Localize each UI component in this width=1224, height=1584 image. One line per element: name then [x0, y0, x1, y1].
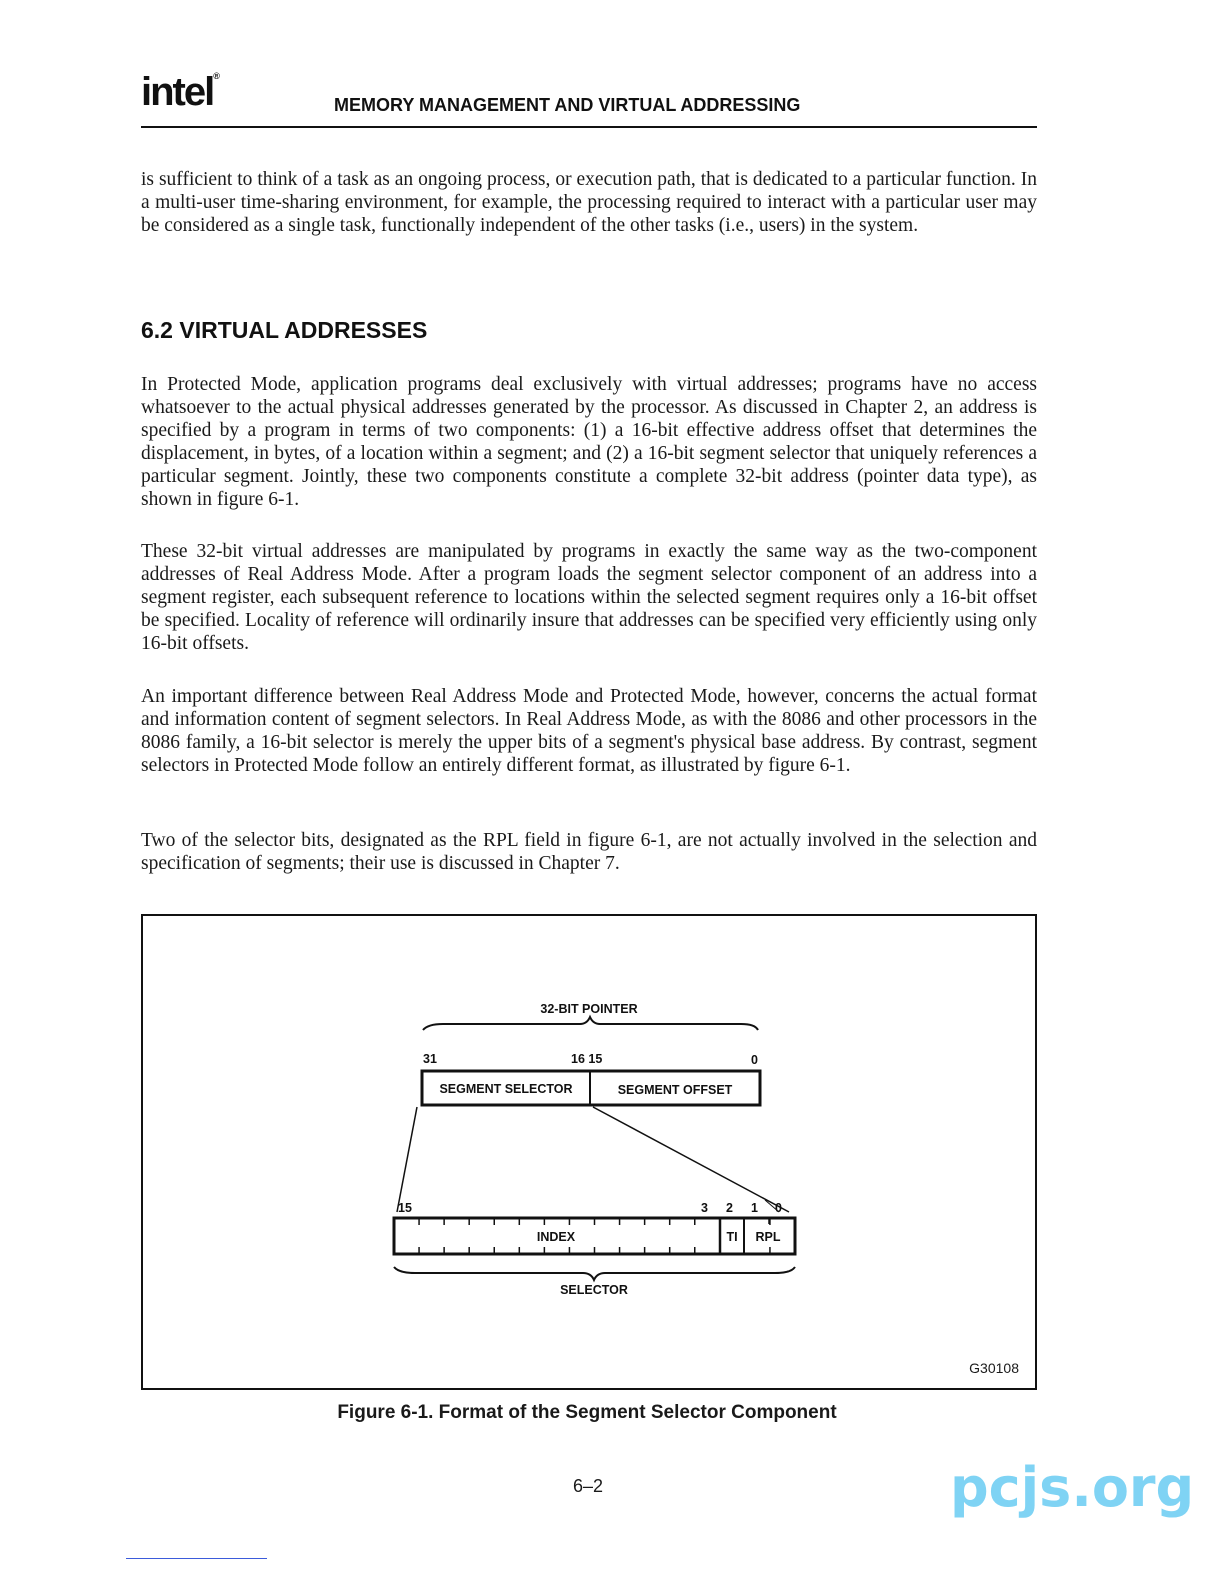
link-underline	[126, 1558, 267, 1559]
paragraph-1: In Protected Mode, application programs deal exclusively with virtual addresses; programs have no access whatsoever to the actual physical addresses generated by the processor. As discussed in Chapter 2, an address is specified by a program in terms of two components: (1) a 16-bit effective address offset that determines the displacement, in bytes, of a location within a segment; and (2) a 16-bit segment selector that uniquely references a particular segment. Jointly, these two components constitute a complete 32-bit address (pointer data type), as shown in figure 6-1.	[141, 374, 1037, 510]
segment-selector-label: SEGMENT SELECTOR	[439, 1082, 573, 1096]
figure-caption: Figure 6-1. Format of the Segment Selector Component	[337, 1402, 837, 1423]
paragraph-3: An important difference between Real Address Mode and Protected Mode, however, concerns the actual format and information content of segment selectors. In Real Address Mode, as with the 8086 and other processors in the 8086 family, a 16-bit selector is merely the upper bits of a segment's physical base address. By contrast, segment selectors in Protected Mode follow an entirely different format, as illustrated by figure 6-1.	[141, 686, 1037, 776]
pointer-title: 32-BIT POINTER	[540, 1002, 638, 1016]
paragraph-intro: is sufficient to think of a task as an ongoing process, or execution path, that is dedicated to a particular function. In a multi-user time-sharing environment, for example, the processing required to interact with a particular user may be considered as a single task, functionally independent of the other tasks (i.e., users) in the system.	[141, 169, 1037, 236]
segment-offset-label: SEGMENT OFFSET	[617, 1083, 733, 1097]
rpl-field-label: RPL	[755, 1230, 781, 1244]
selector-label: SELECTOR	[560, 1283, 628, 1297]
selector-diagram	[143, 916, 1035, 1388]
paragraph-2: These 32-bit virtual addresses are manipulated by programs in exactly the same way as the two-component addresses of Real Address Mode. After a program loads the segment selector component of an address into a segment register, each subsequent reference to locations within the selected segment requires only a 16-bit offset be specified. Locality of reference will ordinarily insure that addresses can be specified very efficiently using only 16-bit offsets.	[141, 541, 1037, 654]
pointer-brace	[423, 1017, 758, 1030]
section-title: 6.2 VIRTUAL ADDRESSES	[141, 317, 428, 343]
selector-bit-0-label: 0	[775, 1201, 782, 1215]
page-number: 6–2	[572, 1476, 604, 1496]
figure-code: G30108	[969, 1360, 1019, 1376]
bit-0-label: 0	[751, 1053, 758, 1067]
expand-line-right	[593, 1107, 789, 1212]
index-field-label: INDEX	[536, 1230, 576, 1244]
selector-bit-2-label: 2	[726, 1201, 733, 1215]
pcjs-watermark: pcjs.org	[950, 1456, 1195, 1519]
selector-bit-3-label: 3	[701, 1201, 708, 1215]
paragraph-4: Two of the selector bits, designated as the RPL field in figure 6-1, are not actually involved in the selection and specification of segments; their use is discussed in Chapter 7.	[141, 830, 1037, 874]
header-rule	[141, 126, 1037, 128]
selector-bit-1-label: 1	[751, 1201, 758, 1215]
ti-field-label: TI	[726, 1230, 738, 1244]
expand-line-left	[397, 1107, 417, 1212]
intel-logo: intel®	[141, 70, 218, 114]
selector-brace	[394, 1267, 795, 1280]
running-head: MEMORY MANAGEMENT AND VIRTUAL ADDRESSING	[334, 95, 801, 115]
figure-6-1	[141, 914, 1037, 1390]
bit-31-label: 31	[423, 1052, 437, 1066]
bit-ticks	[419, 1218, 770, 1254]
selector-bit-15-label: 15	[398, 1201, 412, 1215]
bit-16-15-label: 16 15	[571, 1052, 603, 1066]
